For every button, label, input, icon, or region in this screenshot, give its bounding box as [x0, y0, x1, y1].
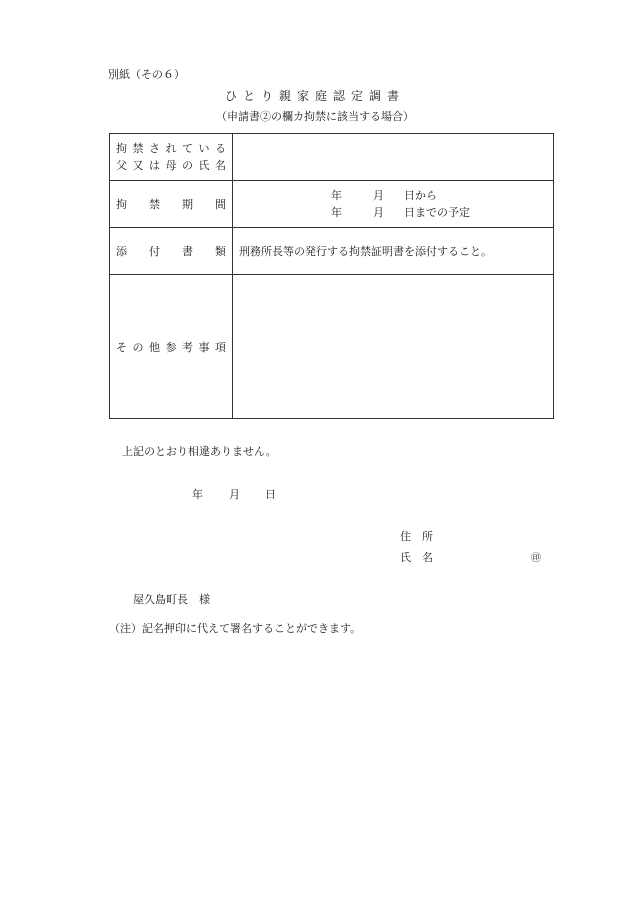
seal-mark-icon: ㊞	[531, 553, 541, 564]
detained-parent-label-line2: 父 又 は 母 の 氏 名	[116, 159, 226, 172]
period-start-year: 年	[331, 189, 342, 202]
date-day-label: 日	[265, 488, 276, 501]
remarks-label-cell	[110, 275, 233, 419]
period-start-month: 月	[373, 189, 384, 202]
date-month-label: 月	[229, 488, 240, 501]
detention-period-label: 拘 禁 期 間	[116, 198, 226, 211]
table-row	[110, 228, 554, 275]
detention-period-field[interactable]	[233, 181, 554, 228]
confirmation-statement: 上記のとおり相違ありません。	[122, 445, 277, 458]
address-label: 住 所	[400, 530, 433, 543]
period-end-line	[331, 204, 553, 221]
attachment-label-cell	[110, 228, 233, 275]
attachment-label: 添 付 書 類	[116, 245, 226, 258]
signature-note: （注）記名押印に代えて署名することができます。	[109, 622, 362, 635]
date-year-label: 年	[192, 488, 203, 501]
period-start-day: 日から	[404, 189, 437, 202]
detained-parent-label-line1: 拘 禁 さ れ て い る	[116, 142, 226, 155]
detention-period-label-cell	[110, 181, 233, 228]
remarks-label: そ の 他 参 考 事 項	[116, 340, 226, 354]
addressee: 屋久島町長 様	[133, 593, 210, 606]
document-subtitle: （申請書②の欄カ拘禁に該当する場合）	[216, 110, 414, 123]
period-start-line	[331, 187, 553, 204]
period-end-day: 日までの予定	[404, 206, 470, 219]
document-title: ひとり親家庭認定調書	[224, 89, 405, 103]
table-row	[110, 134, 554, 181]
table-row	[110, 181, 554, 228]
name-label: 氏 名	[400, 551, 433, 564]
remarks-field[interactable]	[233, 275, 554, 419]
certification-table	[109, 133, 554, 419]
attachment-instruction: 刑務所長等の発行する拘禁証明書を添付すること。	[233, 228, 554, 275]
annex-label: 別紙（その６）	[108, 68, 185, 81]
detained-parent-name-field[interactable]	[233, 134, 554, 181]
period-end-month: 月	[373, 206, 384, 219]
period-end-year: 年	[331, 206, 342, 219]
detained-parent-label-cell	[110, 134, 233, 181]
date-line[interactable]	[192, 486, 276, 502]
table-row	[110, 275, 554, 419]
